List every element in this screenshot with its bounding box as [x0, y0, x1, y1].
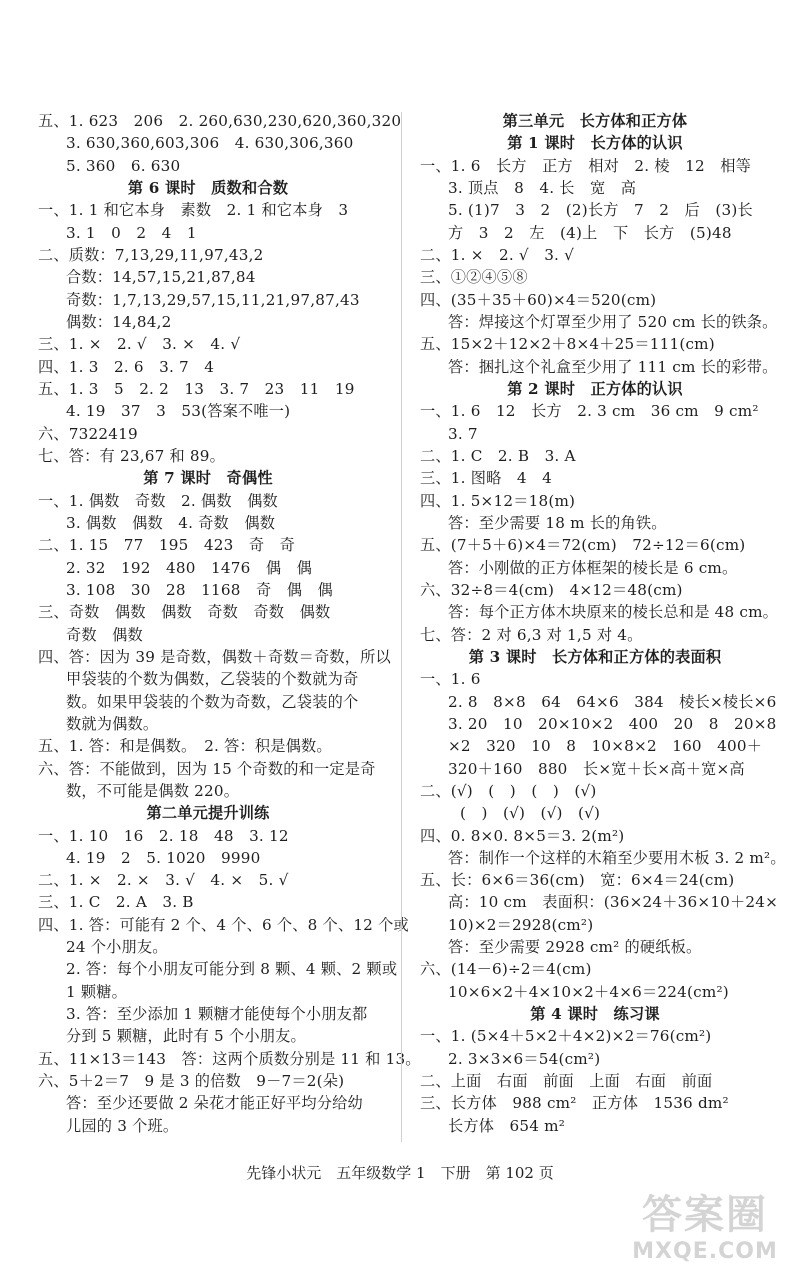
answer-line: 一、1. 6 长方 正方 相对 2. 棱 12 相等: [420, 156, 752, 175]
answer-line: 一、1. 6: [420, 670, 481, 689]
answer-line: 3. 顶点 8 4. 长 宽 高: [448, 178, 637, 197]
answer-line: 5. 360 6. 630: [66, 156, 181, 175]
watermark-text: 答案圈: [642, 1192, 768, 1238]
answer-line: 二、1. 15 77 195 423 奇 奇: [38, 536, 296, 555]
answer-line: 六、7322419: [38, 424, 138, 443]
answer-line: 甲袋装的个数为偶数，乙袋装的个数就为奇: [66, 670, 359, 689]
watermark-url: MXQE.COM: [632, 1239, 778, 1264]
answer-line: 数，不可能是偶数 220。: [66, 781, 240, 800]
answer-line: 一、1. 偶数 奇数 2. 偶数 偶数: [38, 491, 278, 510]
answer-line: 儿园的 3 个班。: [66, 1116, 179, 1135]
answer-line: 2. 答：每个小朋友可能分到 8 颗、4 颗、2 颗或: [66, 960, 398, 979]
answer-line: 24 个小朋友。: [66, 938, 168, 957]
answer-line: 高：10 cm 表面积：(36×24＋36×10＋24×: [448, 893, 779, 912]
answer-line: 三、1. × 2. √ 3. × 4. √: [38, 335, 241, 354]
answer-line: 方 3 2 左 (4)上 下 长方 (5)48: [448, 223, 732, 242]
answer-line: 10)×2＝2928(cm²): [448, 915, 594, 934]
answer-line: 二、1. C 2. B 3. A: [420, 446, 576, 465]
section-heading: 第 2 课时 正方体的认识: [507, 379, 683, 398]
answer-line: 3. 630,360,603,306 4. 630,306,360: [66, 134, 354, 153]
right-column: [420, 112, 786, 1135]
answer-line: 四、1. 5×12＝18(m): [420, 491, 576, 510]
answer-line: 一、1. 6 12 长方 2. 3 cm 36 cm 9 cm²: [420, 402, 759, 421]
answer-line: 3. 108 30 28 1168 奇 偶 偶: [66, 580, 333, 599]
answer-line: 4. 19 37 3 53(答案不唯一): [66, 402, 291, 421]
answer-line: 五、1. 623 206 2. 260,630,230,620,360,320: [38, 112, 402, 130]
answer-line: 数就为偶数。: [66, 714, 159, 733]
answer-line: 五、1. 答：和是偶数。 2. 答：积是偶数。: [38, 737, 332, 756]
answer-line: 三、1. C 2. A 3. B: [38, 893, 194, 912]
answer-line: 六、(14－6)÷2＝4(cm): [420, 960, 592, 979]
answer-line: ×2 320 10 8 10×8×2 160 400＋: [448, 737, 763, 756]
answer-line: 320＋160 880 长×宽＋长×高＋宽×高: [448, 759, 745, 778]
answer-line: 四、0. 8×0. 8×5＝3. 2(m²): [420, 826, 625, 845]
answer-line: 答：制作一个这样的木箱至少要用木板 3. 2 m²。: [448, 848, 786, 867]
answer-line: 数。如果甲袋装的个数为奇数，乙袋装的个: [66, 692, 359, 711]
answer-line: 三、长方体 988 cm² 正方体 1536 dm²: [420, 1094, 729, 1113]
answer-line: 奇数：1,7,13,29,57,15,11,21,97,87,43: [66, 290, 360, 309]
answer-line: 一、1. (5×4＋5×2＋4×2)×2＝76(cm²): [420, 1027, 712, 1046]
answer-line: 二、质数：7,13,29,11,97,43,2: [38, 245, 264, 264]
answer-line: 4. 19 2 5. 1020 9990: [66, 848, 261, 867]
answer-line: 答：焊接这个灯罩至少用了 520 cm 长的铁条。: [448, 312, 778, 331]
answer-line: 一、1. 10 16 2. 18 48 3. 12: [38, 826, 289, 845]
answer-line: 3. 1 0 2 4 1: [66, 223, 197, 242]
answer-line: 一、1. 1 和它本身 素数 2. 1 和它本身 3: [38, 201, 349, 220]
answer-line: 四、1. 答：可能有 2 个、4 个、6 个、8 个、12 个或: [38, 915, 409, 934]
answer-line: 2. 8 8×8 64 64×6 384 棱长×棱长×6: [448, 692, 777, 711]
answer-line: 二、1. × 2. √ 3. √: [420, 245, 574, 264]
answer-line: 三、奇数 偶数 偶数 奇数 奇数 偶数: [38, 603, 331, 622]
section-heading: 第二单元提升训练: [146, 804, 270, 823]
answer-line: 六、5＋2＝7 9 是 3 的倍数 9－7＝2(朵): [38, 1072, 345, 1091]
page-footer: 先锋小状元 五年级数学 1 下册 第 102 页: [246, 1164, 554, 1182]
answer-line: 3. 偶数 偶数 4. 奇数 偶数: [66, 513, 276, 532]
answer-line: 长方体 654 m²: [448, 1116, 566, 1135]
answer-line: 分到 5 颗糖，此时有 5 个小朋友。: [66, 1027, 306, 1046]
answer-line: 七、答：有 23,67 和 89。: [38, 446, 225, 465]
answer-line: 三、①②④⑤⑧: [420, 268, 528, 287]
answer-line: 10×6×2＋4×10×2＋4×6＝224(cm²): [448, 982, 729, 1001]
answer-line: 2. 3×3×6＝54(cm²): [448, 1049, 601, 1068]
answer-line: 四、答：因为 39 是奇数，偶数＋奇数＝奇数，所以: [38, 647, 391, 666]
section-heading: 第 6 课时 质数和合数: [127, 178, 289, 197]
answer-line: 答：至少还要做 2 朵花才能正好平均分给幼: [66, 1094, 363, 1113]
answer-line: 答：小刚做的正方体框架的棱长是 6 cm。: [448, 558, 738, 577]
answer-line: 3. 7: [448, 424, 478, 443]
answer-line: 合数：14,57,15,21,87,84: [66, 268, 256, 287]
answer-line: 3. 20 10 20×10×2 400 20 8 20×8: [448, 714, 777, 733]
answer-line: 2. 32 192 480 1476 偶 偶: [66, 558, 312, 577]
left-column: [38, 112, 421, 1135]
answer-line: 偶数：14,84,2: [66, 312, 172, 331]
answer-line: 六、答：不能做到，因为 15 个奇数的和一定是奇: [38, 759, 376, 778]
answer-line: 五、长：6×6＝36(cm) 宽：6×4＝24(cm): [420, 871, 735, 890]
section-heading: 第 1 课时 长方体的认识: [507, 134, 683, 153]
answer-line: 答：至少需要 2928 cm² 的硬纸板。: [448, 938, 702, 957]
answer-line: 七、答：2 对 6,3 对 1,5 对 4。: [420, 625, 643, 644]
section-heading: 第 7 课时 奇偶性: [143, 469, 273, 488]
section-heading: 第 4 课时 练习课: [530, 1005, 660, 1024]
answer-line: 答：每个正方体木块原来的棱长总和是 48 cm。: [448, 603, 779, 622]
section-heading: 第 3 课时 长方体和正方体的表面积: [468, 647, 722, 666]
answer-line: 五、(7＋5＋6)×4＝72(cm) 72÷12＝6(cm): [420, 536, 746, 555]
answer-line: 5. (1)7 3 2 (2)长方 7 2 后 (3)长: [448, 201, 753, 220]
answer-line: 答：至少需要 18 m 长的角铁。: [448, 513, 667, 532]
answer-line: 五、11×13＝143 答：这两个质数分别是 11 和 13。: [38, 1049, 421, 1068]
answer-line: 3. 答：至少添加 1 颗糖才能使每个小朋友都: [66, 1005, 368, 1024]
answer-line: 二、上面 右面 前面 上面 右面 前面: [420, 1072, 713, 1091]
answer-line: 五、1. 3 5 2. 2 13 3. 7 23 11 19: [38, 379, 355, 398]
column-divider: [401, 112, 402, 1142]
answer-line: 1 颗糖。: [66, 982, 128, 1001]
answer-line: 四、(35＋35＋60)×4＝520(cm): [420, 290, 657, 309]
answer-line: ( ) (√) (√) (√): [460, 804, 601, 823]
answer-line: 二、1. × 2. × 3. √ 4. × 5. √: [38, 871, 289, 890]
answer-line: 二、(√) ( ) ( ) (√): [420, 781, 597, 800]
answer-line: 五、15×2＋12×2＋8×4＋25＝111(cm): [420, 335, 715, 354]
answer-line: 三、1. 图略 4 4: [420, 469, 552, 488]
answer-line: 六、32÷8＝4(cm) 4×12＝48(cm): [420, 580, 683, 599]
answer-line: 奇数 偶数: [66, 625, 143, 644]
section-heading: 第三单元 长方体和正方体: [502, 112, 688, 130]
watermark-logo: [630, 1190, 780, 1272]
answer-line: 答：捆扎这个礼盒至少用了 111 cm 长的彩带。: [448, 357, 778, 376]
answer-line: 四、1. 3 2. 6 3. 7 4: [38, 357, 215, 376]
